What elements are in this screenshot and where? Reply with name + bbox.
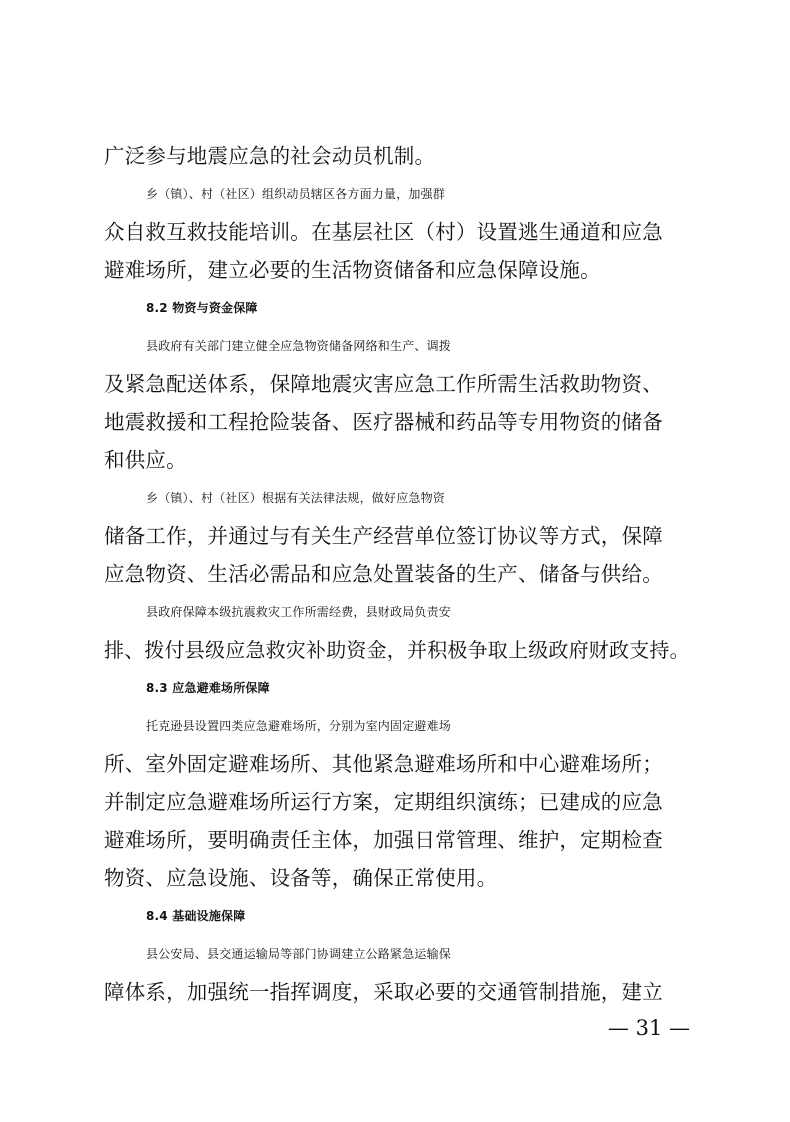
paragraph-line: 储备工作，并通过与有关生产经营单位签订协议等方式，保障	[104, 524, 663, 548]
paragraph-line: 乡（镇）、村（社区）组织动员辖区各方面力量，加强群	[146, 187, 446, 201]
page-number: — 31 —	[607, 1016, 690, 1040]
paragraph-line: 应急物资、生活必需品和应急处置装备的生产、储备与供给。	[104, 562, 663, 586]
paragraph-line: 并制定应急避难场所运行方案，定期组织演练；已建成的应急	[104, 790, 663, 814]
section-heading: 8.4 基础设施保障	[146, 909, 246, 923]
paragraph-line: 排、拨付县级应急救灾补助资金，并积极争取上级政府财政支持。	[104, 638, 690, 662]
paragraph-line: 及紧急配送体系，保障地震灾害应急工作所需生活救助物资、	[104, 372, 663, 396]
paragraph-line: 乡（镇）、村（社区）根据有关法律法规，做好应急物资	[146, 491, 446, 505]
paragraph-line: 和供应。	[104, 448, 187, 472]
paragraph-line: 物资、应急设施、设备等，确保正常使用。	[104, 866, 498, 890]
paragraph-line: 县政府保障本级抗震救灾工作所需经费，县财政局负责安	[146, 605, 452, 619]
paragraph-line: 所、室外固定避难场所、其他紧急避难场所和中心避难场所；	[104, 752, 663, 776]
paragraph-line: 县政府有关部门建立健全应急物资储备网络和生产、调拨	[146, 339, 452, 353]
paragraph-line: 避难场所，要明确责任主体，加强日常管理、维护，定期检查	[104, 828, 663, 852]
paragraph-line: 避难场所，建立必要的生活物资储备和应急保障设施。	[104, 258, 601, 282]
paragraph-line: 地震救援和工程抢险装备、医疗器械和药品等专用物资的储备	[104, 410, 663, 434]
paragraph-line: 县公安局、县交通运输局等部门协调建立公路紧急运输保	[146, 947, 452, 961]
section-heading: 8.2 物资与资金保障	[146, 301, 258, 315]
paragraph-line: 障体系，加强统一指挥调度，采取必要的交通管制措施，建立	[104, 980, 663, 1004]
paragraph-line: 广泛参与地震应急的社会动员机制。	[104, 144, 436, 168]
paragraph-line: 众自救互救技能培训。在基层社区（村）设置逃生通道和应急	[104, 220, 663, 244]
section-heading: 8.3 应急避难场所保障	[146, 681, 270, 695]
paragraph-line: 托克逊县设置四类应急避难场所，分别为室内固定避难场	[146, 719, 452, 733]
